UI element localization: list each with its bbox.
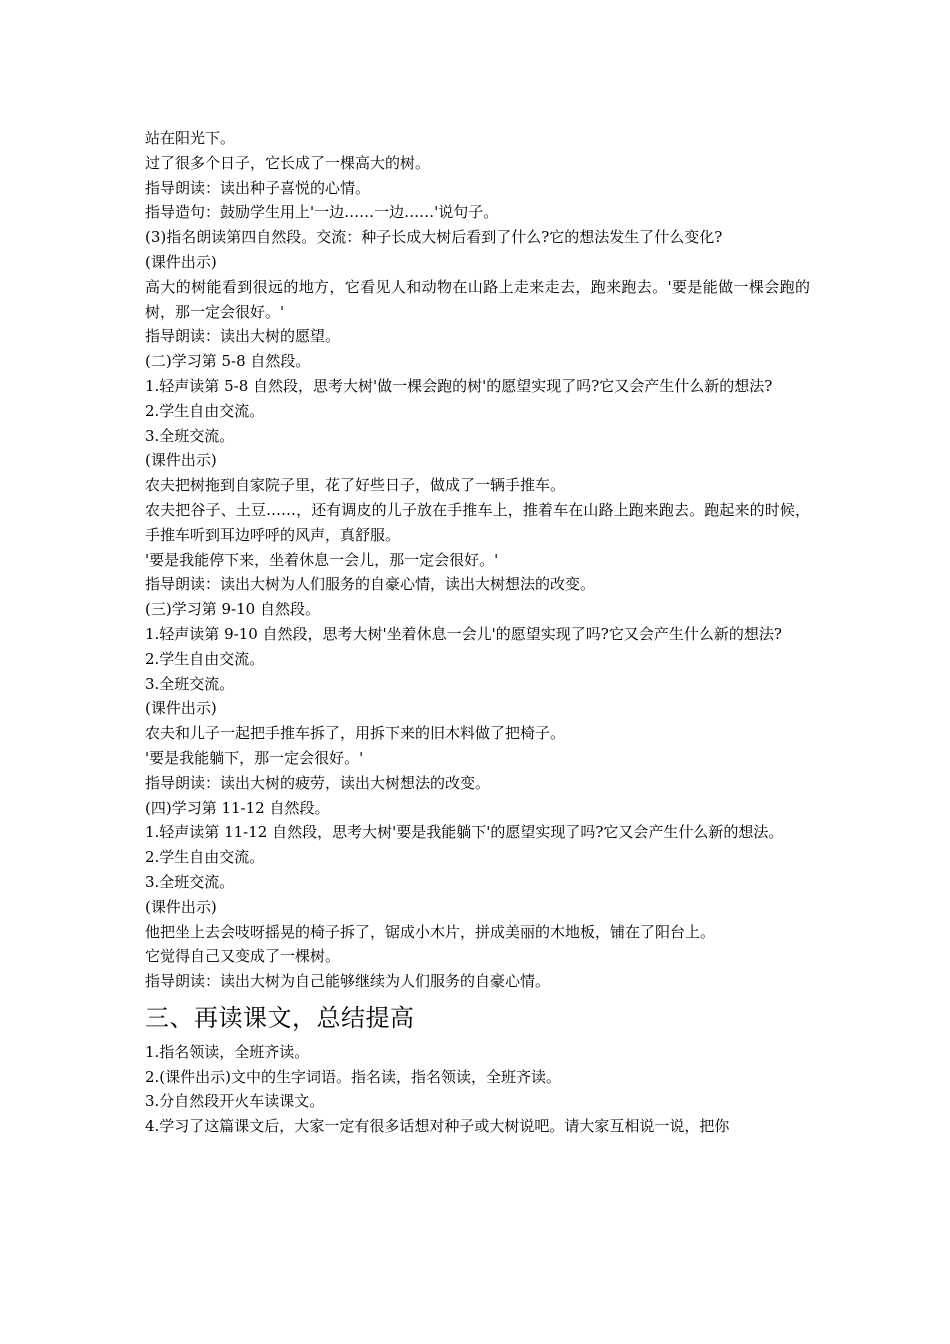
section-heading: 三、再读课文，总结提高 — [145, 1003, 415, 1032]
question-item: 1.轻声读第 11-12 自然段，思考大树'要是我能躺下'的愿望实现了吗?它又会产生什么新的想法。 — [145, 823, 784, 842]
text-line: 指导朗读：读出种子喜悦的心情。 — [145, 178, 371, 197]
text-line: 他把坐上去会吱呀摇晃的椅子拆了，锯成小木片，拼成美丽的木地板，铺在了阳台上。 — [145, 922, 716, 941]
courseware-label: (课件出示) — [145, 897, 217, 916]
courseware-paragraph: 高大的树能看到很远的地方，它看见人和动物在山路上走来走去，跑来跑去。'要是能做一棵会跑的树，那一定会很好。' — [145, 277, 810, 321]
text-line: (课件出示) — [145, 252, 217, 271]
text-line: 它觉得自己又变成了一棵树。 — [145, 947, 341, 966]
question-item: 1.轻声读第 5-8 自然段，思考大树'做一棵会跑的树'的愿望实现了吗?它又会产生什么新的想法? — [145, 376, 773, 395]
list-item: 3.全班交流。 — [145, 872, 235, 891]
text-line: 过了很多个日子，它长成了一棵高大的树。 — [145, 153, 431, 172]
text-line: '要是我能躺下，那一定会很好。' — [145, 748, 364, 767]
list-item: 4.学习了这篇课文后，大家一定有很多话想对种子或大树说吧。请大家互相说一说，把你 — [145, 1117, 730, 1136]
reading-guide: 指导朗读：读出大树为人们服务的自豪心情，读出大树想法的改变。 — [145, 575, 596, 594]
text-line: 农夫把树拖到自家院子里，花了好些日子，做成了一辆手推车。 — [145, 476, 566, 495]
text-line: 指导造句：鼓励学生用上'一边……一边……'说句子。 — [145, 203, 499, 222]
list-item: 3.分自然段开火车读课文。 — [145, 1092, 325, 1111]
list-item: 2.学生自由交流。 — [145, 848, 265, 867]
list-item: 2.学生自由交流。 — [145, 649, 265, 668]
text-line: 站在阳光下。 — [145, 129, 236, 147]
section-title: (三)学习第 9-10 自然段。 — [145, 600, 320, 619]
reading-guide: 指导朗读：读出大树的疲劳，读出大树想法的改变。 — [145, 773, 491, 792]
reading-guide: 指导朗读：读出大树为自己能够继续为人们服务的自豪心情。 — [145, 972, 551, 991]
courseware-label: (课件出示) — [145, 451, 217, 470]
text-line: 农夫和儿子一起把手推车拆了，用拆下来的旧木料做了把椅子。 — [145, 724, 566, 743]
list-item: 1.指名领读，全班齐读。 — [145, 1042, 310, 1061]
courseware-label: (课件出示) — [145, 699, 217, 718]
list-item: 3.全班交流。 — [145, 674, 235, 693]
document-body — [145, 126, 810, 1139]
section-title: (四)学习第 11-12 自然段。 — [145, 798, 330, 817]
list-item: 2.(课件出示)文中的生字词语。指名读，指名领读，全班齐读。 — [145, 1067, 562, 1086]
list-item: 2.学生自由交流。 — [145, 401, 265, 420]
courseware-paragraph: 农夫把谷子、土豆……，还有调皮的儿子放在手推车上，推着车在山路上跑来跑去。跑起来的时候，手推车听到耳边呼呼的风声，真舒服。 — [145, 500, 810, 544]
question-item: 1.轻声读第 9-10 自然段，思考大树'坐着休息一会儿'的愿望实现了吗?它又会产生什么新的想法? — [145, 624, 782, 643]
list-item: 3.全班交流。 — [145, 426, 235, 445]
text-line: '要是我能停下来，坐着休息一会儿，那一定会很好。' — [145, 550, 499, 569]
section-title: (二)学习第 5-8 自然段。 — [145, 352, 311, 371]
reading-guide: 指导朗读：读出大树的愿望。 — [145, 327, 341, 346]
text-line: (3)指名朗读第四自然段。交流：种子长成大树后看到了什么?它的想法发生了什么变化? — [145, 228, 723, 247]
